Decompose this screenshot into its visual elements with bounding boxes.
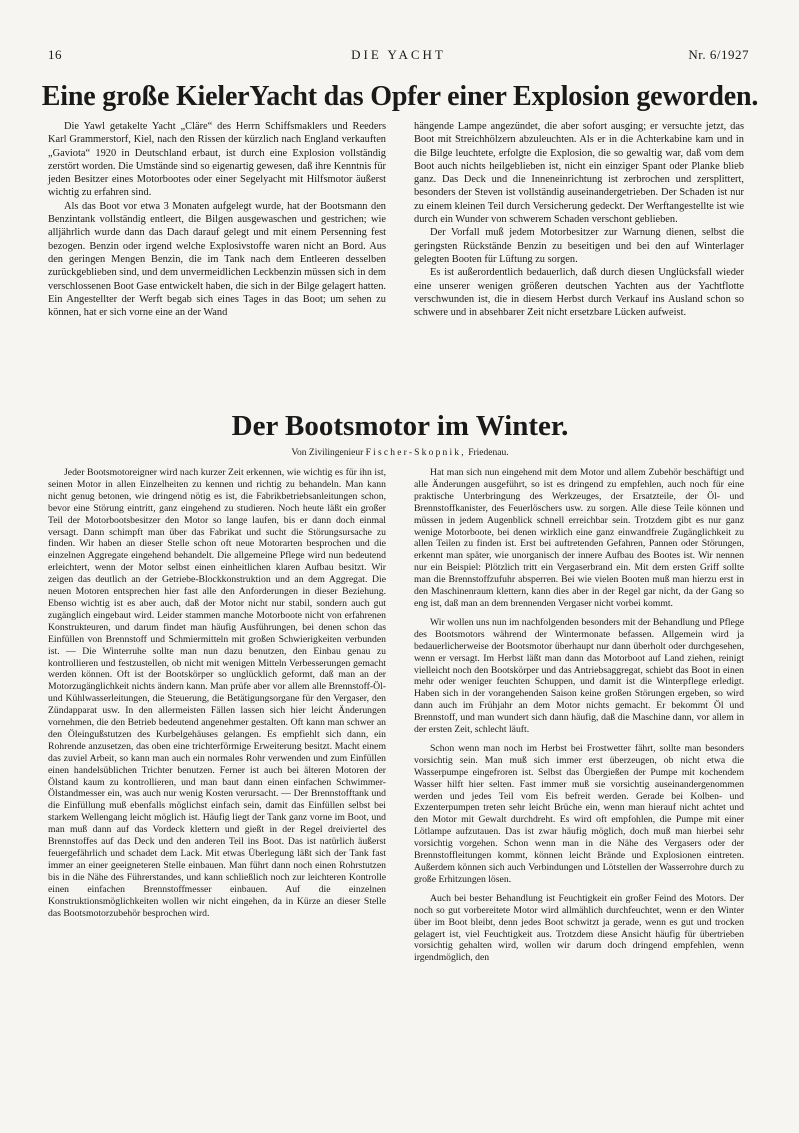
article2-paragraph: Schon wenn man noch im Herbst bei Frostwetter fährt, sollte man besonders vorsichtig sein. Man muß sich immer erst überzeugen, ob nicht etwa die Wasserpumpe eingefroren ist. Selbst das Übergießen der Pumpe mit kochendem Wasser hilft hier selten. Fast immer muß sie vorsichtig auseinandergenommen werden und jedes Teil vom Eis befreit werden. Gerade bei Kolben- und Exzenterpumpen treten sehr leicht Brüche ein, wenn man hierauf nicht achtet und den Motor mit Gewalt durchdreht. Es wird oft empfohlen, die Pumpe mit einer Lötlampe aufzutauen. Das ist zwar häufig möglich, doch muß man hierbei sehr vorsichtig vorgehen. Schon wenn man in die Nähe des Vergasers oder der Brennstoffleitungen kommt, können leicht Brände und Explosionen eintreten. Außerdem können sich auch Verbindungen und Lötstellen der Wasserrohre durch zu große Erhitzungen lösen.: [414, 742, 744, 885]
running-header: [48, 47, 749, 65]
article2-byline: [40, 448, 760, 458]
article1-paragraph: Die Yawl getakelte Yacht „Cläre“ des Herrn Schiffsmaklers und Reeders Karl Grammerstorf, Kiel, nach den Rissen der kürzlich nach England verkauften „Gaviota“ 1920 in Deutschland erbaut, ist durch eine Explosion vollständig zerstört worden. Die Umstände sind so eigenartig gewesen, daß ihre Kenntnis für jeden Besitzer eines Motorbootes oder einer Segelyacht mit Hilfsmotor äußerst wichtig zu erfahren sind.: [48, 121, 386, 199]
article2-paragraph: Jeder Bootsmotoreigner wird nach kurzer Zeit erkennen, wie wichtig es für ihn ist, seinen Motor in allen Einzelheiten zu kennen und richtig zu behandeln. Man kann nicht genug betonen, wie dringend nötig es ist, die Fabrikbetriebsanleitungen schon, bevor eine Störung eintritt, ganz eingehend zu studieren. Noch heute läßt ein großer Teil der Motorbootsbesitzer den Motor so lange laufen, bis er dann doch einmal versagt. Dann schimpft man über das Fabrikat und sucht die Störungsursache zu finden. Wir haben an dieser Stelle schon oft neue Motorarten besprochen und die einzelnen Aggregate eingehend behandelt. Die allgemeine Pflege wird nun bedeutend erleichtert, wenn der Motor selbst einen einheitlichen klaren Aufbau besitzt. Wir zeigen das deutlich an der Getriebe-Blockkonstruktion und an dem Aggregat. Die neuen Motoren entsprechen hier fast alle den Anforderungen in dieser Beziehung. Ebenso wichtig ist es aber auch, daß der Motor nicht nur stabil, sondern auch gut zugänglich eingebaut wird. Leider stammen manche Motorboote nicht von erfahrenen Konstrukteuren, und darum findet man häufig Ausführungen, bei denen schon das Einfüllen von Brennstoff und Schmiermitteln mit großen Schwierigkeiten verbunden ist. — Die Winterruhe sollte man nun dazu benutzen, den Einbau genau zu kontrollieren und festzustellen, ob nicht mit wenigen Mitteln Verbesserungen gemacht werden können. Oft ist der Bootskörper so unglücklich geformt, daß man an der Motorzugänglichkeit nichts ändern kann. Man prüfe aber vor allem alle Brennstoff-Öl- und Kühlwasserleitungen, die Steuerung, die Betätigungsorgane für den Vergaser, den Zündapparat usw. In den allermeisten Fällen lassen sich hier leicht Änderungen vornehmen, die den Betrieb bedeutend angenehmer gestalten. Oft kann man schwer an den Öleingußstutzen des Kurbelgehäuses gelangen. Es empfiehlt sich dann, ein Rohrende anzusetzen, das oben eine trichterförmige Erweiterung besitzt. Macht einem das zuviel Arbeit, so kann man auch ein normales Rohr verwenden und zum Einfüllen einen handelsüblichen Trichter benutzen. Ferner ist auch bei älteren Motoren der Ölstand kaum zu kontrollieren, und man baut dann einen einfachen Schwimmer-Ölstandmesser ein, was auch nur wenig Kosten verursacht. — Der Brennstofftank und die Einfüllung muß ebenfalls möglichst einfach sein, damit das Einfüllen selbst bei starkem Wellengang leicht möglich ist. Häufig liegt der Tank ganz vorne im Boot, und man muß dann auf das Vordeck klettern und gießt in der Regel dreiviertel des Brennstoffes auf das Deck und den anderen Teil ins Boot. Das ist natürlich äußerst feuergefährlich und schadet dem Lack. Mit etwas Überlegung läßt sich der Tank fast immer an einer geeigneteren Stelle einbauen. Man führt dann noch einen Rohrstutzen bis in die Nähe des Führerstandes, und kann schließlich noch zur leichteren Kontrolle einen einfachen Brennstoffmesser einbauen. Auf die einzelnen Konstruktionsmöglichkeiten wollen wir nicht eingehen, da in Kürze an dieser Stelle das Bootsmotorzubehör besprochen wird.: [48, 467, 386, 919]
article2-right-column: [414, 467, 744, 1097]
article1-paragraph: Es ist außerordentlich bedauerlich, daß durch diesen Unglücksfall wieder eine unserer wenigen größeren deutschen Yachten aus der Yachtflotte verschwunden ist, die in diesem Herbst durch Verkauf ins Ausland schon so schwere und in absehbarer Zeit nicht ersetzbare Lücken aufweist.: [414, 267, 744, 319]
article1-paragraph: hängende Lampe angezündet, die aber sofort ausging; er versuchte jetzt, das Boot mit Streichhölzern abzuleuchten. Als er in die Achterkabine kam und in die Bilge leuchtete, erfolgte die Explosion, die so gewaltig war, daß vom dem Boot auch nichts heilgeblieben ist, nicht ein einziger Spant oder Planke blieb ganz. Das Deck und die Inneneinrichtung ist zerbrochen und zersplittert, besonders der Steven ist vollständig auseinandergetrieben. Der Schaden ist nur zu einem kleinen Teil durch Versicherung gedeckt. Der Werftangestellte ist wie durch ein Wunder von schwerem Schaden verschont geblieben.: [414, 121, 744, 226]
article2-left-column: [48, 467, 386, 1097]
byline-place: Friedenau.: [468, 448, 509, 458]
article1-left-column: [48, 120, 386, 392]
article2-paragraph: Auch bei bester Behandlung ist Feuchtigkeit ein großer Feind des Motors. Der noch so gut vorbereitete Motor wird allmählich durchfeuchtet, wenn er den Winter über im Boot bleibt, denn jedes Boot schwitzt ja gerade, wenn es gut und trocken gelagert ist, viel Feuchtigkeit aus. Trotzdem diese Ansicht häufig für übertrieben vorsichtig gehalten wird, wollen wir darum doch dringend empfehlen, wenn irgendmöglich, den: [414, 892, 744, 964]
article1-right-column: [414, 120, 744, 392]
page-number: 16: [48, 47, 62, 62]
byline-author: Fischer-Skopnik,: [365, 448, 466, 458]
article1-paragraph: Als das Boot vor etwa 3 Monaten aufgelegt wurde, hat der Bootsmann den Benzintank vollständig entleert, die Bilgen ausgewaschen und gestrichen; wie alljährlich wurde dann das Dach darauf gelegt und mit einem Persenning fest bezogen. Benzin oder irgend welche Explosivstoffe waren nicht an Bord. Aus den geringen Mengen Benzin, die im Tank nach dem Entleeren desselben zurückgeblieben sind, und dem unvermeidlichen Leckbenzin müssen sich in dem verschlossenen Boot Gase entwickelt haben, die sich in der Bilge gelagert hatten. Ein Angestellter der Werft begab sich eines Tages in das Boot; um sehen zu können, hat er sich vorne eine an der Wand: [48, 200, 386, 319]
issue-number: Nr. 6/1927: [688, 47, 749, 62]
article1-paragraph: Der Vorfall muß jedem Motorbesitzer zur Warnung dienen, selbst die geringsten Rückstände Benzin zu beseitigen und bei den auf Winterlager gelegten Booten für Lüftung zu sorgen.: [414, 227, 744, 265]
article2-paragraph: Wir wollen uns nun im nachfolgenden besonders mit der Behandlung und Pflege des Bootsmotors während der Wintermonate befassen. Allgemein wird ja bedauerlicherweise der Bootsmotor überhaupt nur dann überholt oder durchgesehen, wenn er versagt. Im Herbst läßt man dann das Motorboot auf Land ziehen, reinigt vielleicht noch den Bootskörper und das Antriebsaggregat, schiebt das Boot in einen mehr oder weniger feuchten Schuppen, und damit ist die Winterpflege erledigt. Haben sich in der vorangehenden Saison keine großen Störungen ergeben, so wird dann auch im Frühjahr an dem Motor nichts gemacht. Er bekommt Öl und Brennstoff, und man wundert sich dann häufig, daß die Maschine dann, vor allem in der ersten Zeit, schlecht läuft.: [414, 616, 744, 736]
byline-prefix: Von Zivilingenieur: [291, 448, 364, 458]
article2-title: Der Bootsmotor im Winter.: [231, 410, 569, 442]
magazine-title: DIE YACHT: [351, 47, 446, 62]
article2-paragraph: Hat man sich nun eingehend mit dem Motor und allem Zubehör beschäftigt und alle Änderungen ausgeführt, so ist es dringend zu empfehlen, auch noch für eine praktische Unterbringung des Werkzeuges, der Ersatzteile, der Öl- und Brennstoffkanister, des Feuerlöschers usw. zu sorgen. Alle diese Teile können und müssen in jedem Augenblick schnell erreichbar sein. Trotzdem gibt es nur ganz wenige Motorboote, bei denen wirklich eine ganz einwandfreie Zugänglichkeit zu allen Teilen zu finden ist. Erst bei auftretenden Gefahren, Pannen oder Störungen, erkennt man später, wie unorganisch der innere Aufbau des Bootes ist. Wir nennen nur ein Beispiel: Plötzlich tritt ein Vergaserbrand ein. Mit dem ersten Griff sollte man die Brennstoffzufuhr absperren. Bei wie vielen Booten muß man hierzu erst in den Maschinenraum klettern, kann dies aber in der Regel gar nicht, da der Gang so eng ist, daß man an dem brennenden Vergaser nicht vorbei kommt.: [414, 467, 744, 609]
article1-title: Eine große KielerYacht das Opfer einer Explosion geworden.: [41, 81, 759, 112]
